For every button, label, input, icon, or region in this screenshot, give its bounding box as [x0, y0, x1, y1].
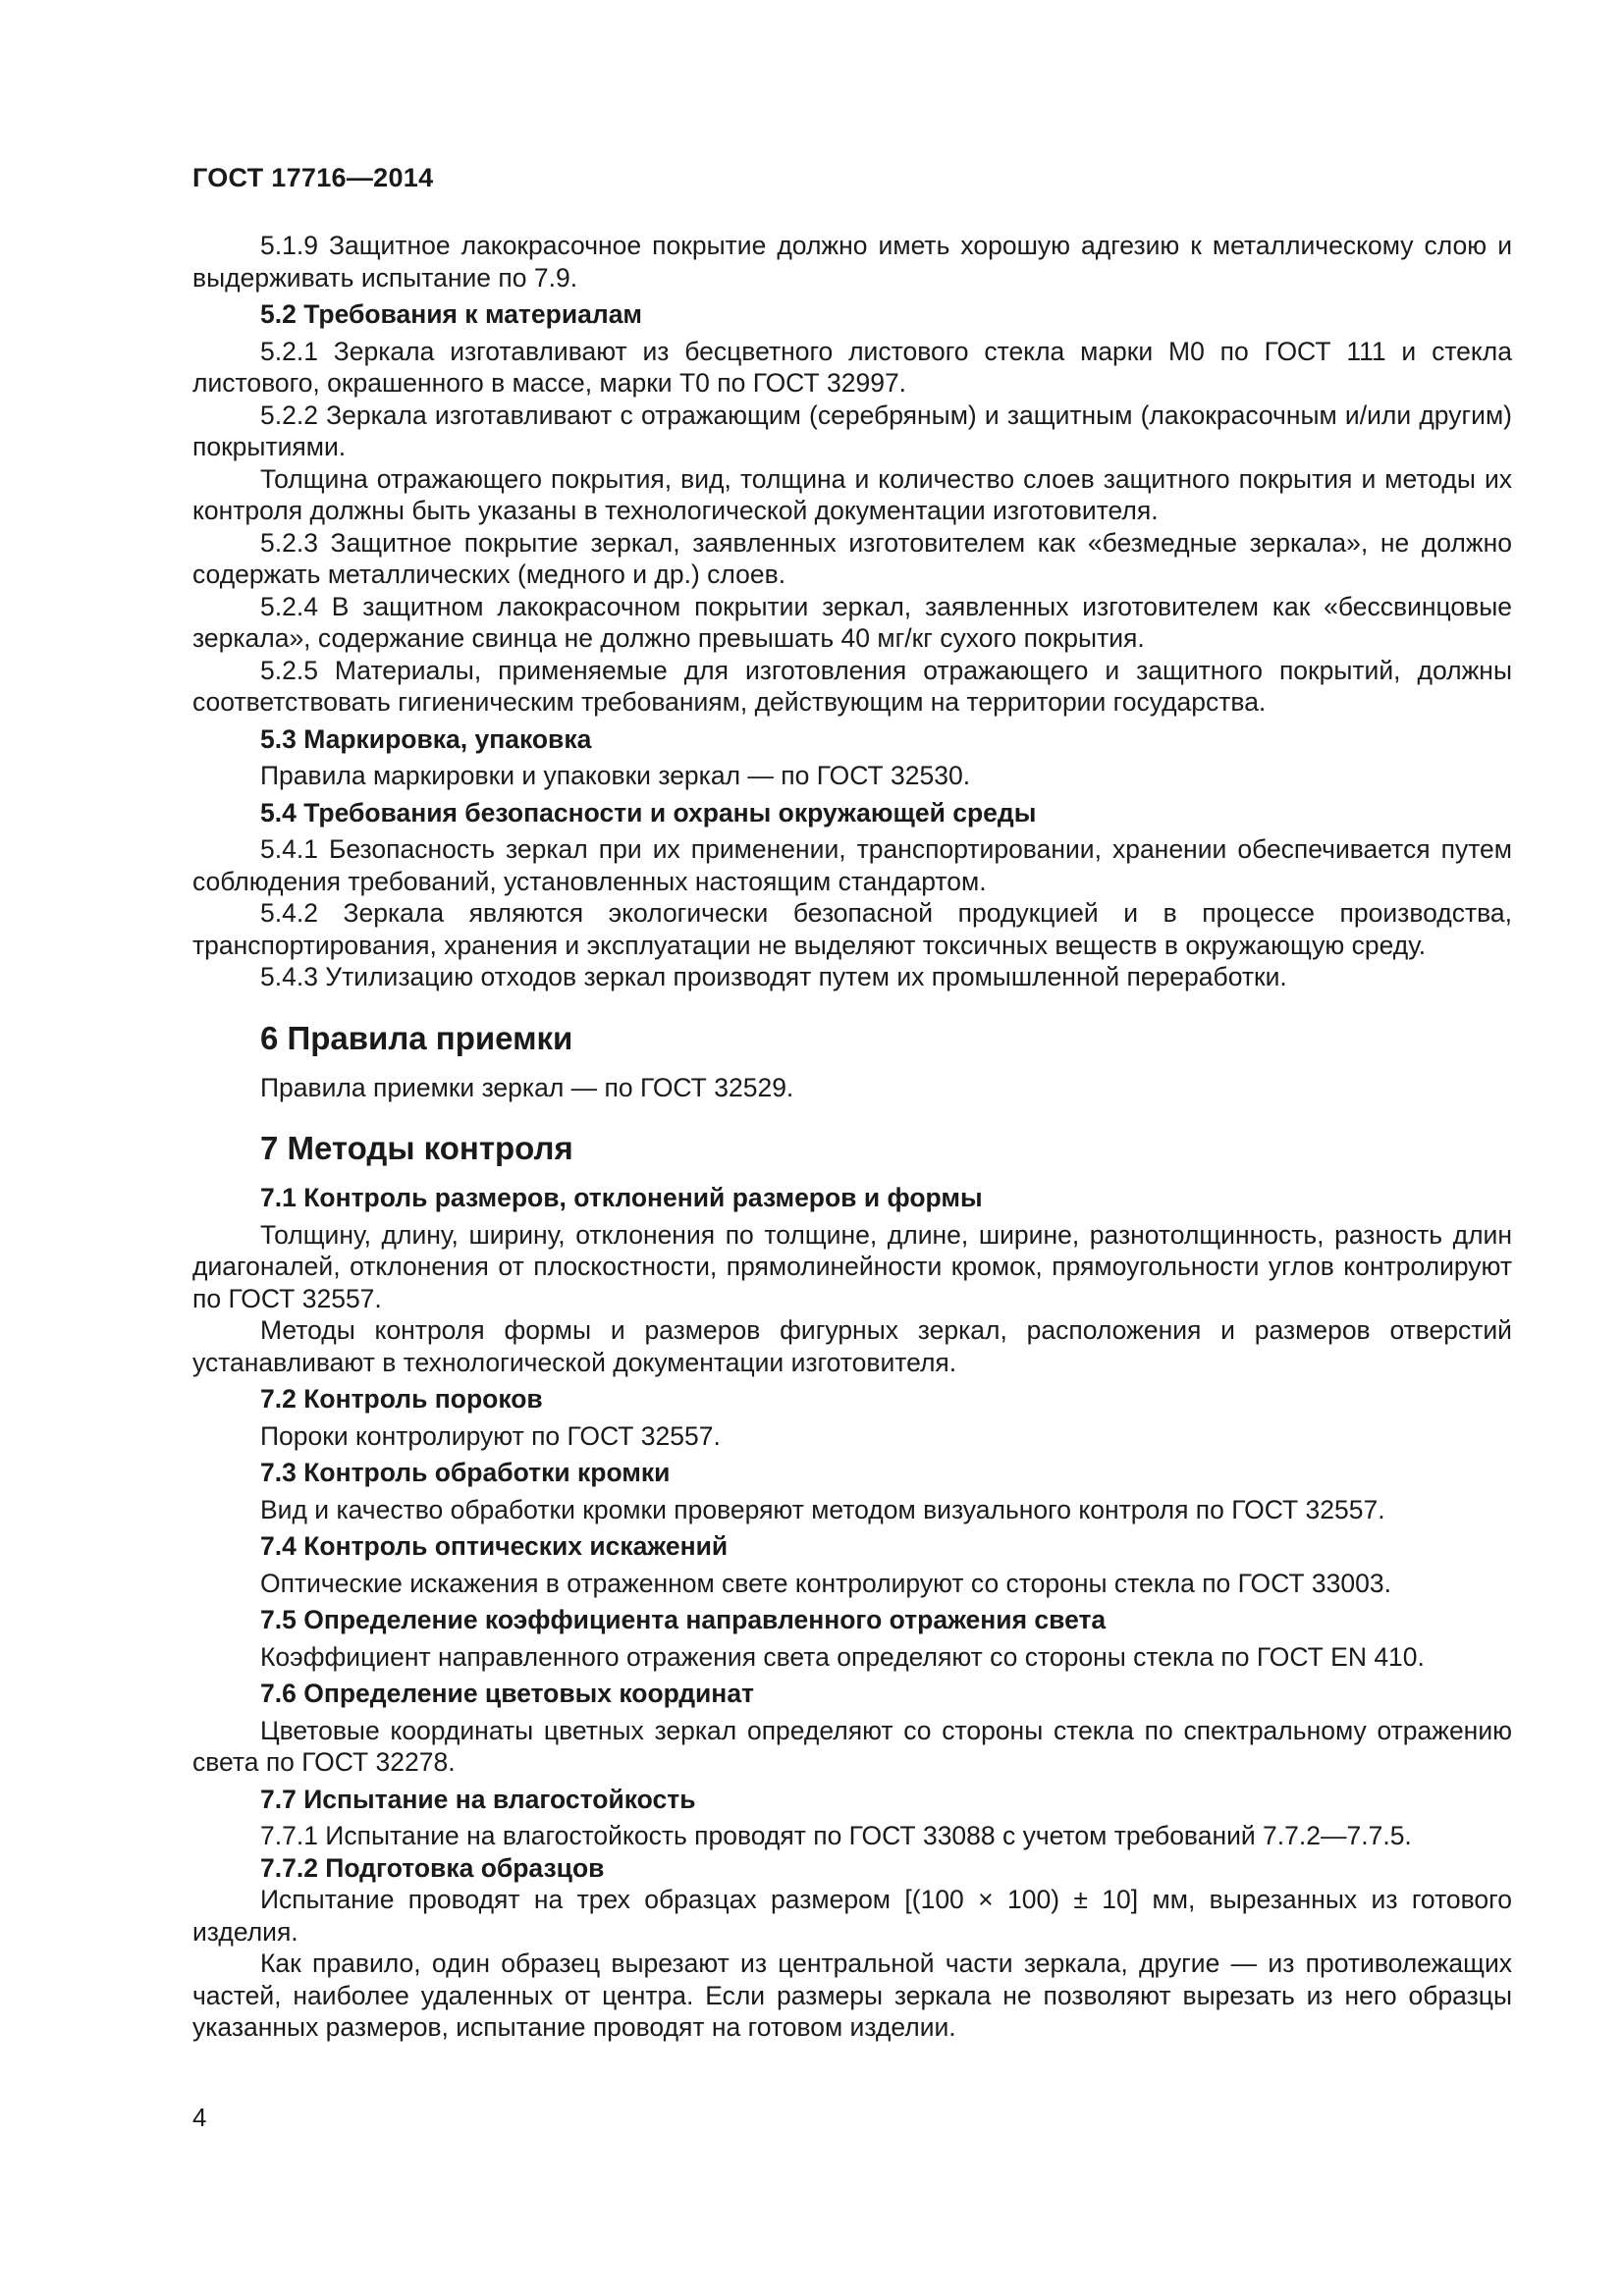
page-number: 4 [192, 2103, 207, 2132]
subsection-heading: 5.4 Требования безопасности и охраны окружающей среды [260, 797, 1037, 828]
document-body [192, 230, 1512, 2044]
paragraph: Пороки контролируют по ГОСТ 32557. [260, 1420, 721, 1451]
paragraph: 5.1.9 Защитное лакокрасочное покрытие должно иметь хорошую адгезию к металлическому слою и выдерживать испытание по 7.9. [192, 231, 1512, 293]
subsection-heading: 7.6 Определение цветовых координат [260, 1679, 755, 1708]
paragraph: 7.7.1 Испытание на влагостойкость проводят по ГОСТ 33088 с учетом требований 7.7.2—7.7.5. [260, 1821, 1412, 1850]
subsection-heading: 7.2 Контроль пороков [260, 1384, 543, 1414]
paragraph: 5.4.3 Утилизацию отходов зеркал производят путем их промышленной переработки. [260, 962, 1287, 991]
section-heading: 6 Правила приемки [260, 1019, 573, 1056]
paragraph: Оптические искажения в отраженном свете контролируют со стороны стекла по ГОСТ 33003. [260, 1568, 1391, 1598]
subsection-heading: 7.3 Контроль обработки кромки [260, 1458, 671, 1487]
paragraph: Как правило, один образец вырезают из центральной части зеркала, другие — из противолежащих частей, наиболее удаленных от центра. Если размеры зеркала не позволяют вырезать из него образцы указанных размеров, испытание проводят на готовом изделии. [192, 1949, 1512, 2042]
subsection-heading: 7.7 Испытание на влагостойкость [260, 1784, 696, 1814]
paragraph: Цветовые координаты цветных зеркал определяют со стороны стекла по спектральному отражению света по ГОСТ 32278. [192, 1715, 1512, 1777]
subsection-heading: 7.5 Определение коэффициента направленного отражения света [260, 1605, 1107, 1634]
paragraph: 5.2.4 В защитном лакокрасочном покрытии зеркал, заявленных изготовителем как «бессвинцовые зеркала», содержание свинца не должно превышать 40 мг/кг сухого покрытия. [192, 591, 1512, 653]
paragraph: Толщину, длину, ширину, отклонения по толщине, длине, ширине, разнотолщинность, разность длин диагоналей, отклонения от плоскостности, прямолинейности кромок, прямоугольности углов контролируют по ГОСТ 32557. [192, 1219, 1512, 1313]
paragraph: 5.2.2 Зеркала изготавливают с отражающим (серебряным) и защитным (лакокрасочным и/или другим) покрытиями. [192, 400, 1512, 461]
paragraph: Коэффициент направленного отражения света определяют со стороны стекла по ГОСТ EN 410. [260, 1641, 1425, 1672]
paragraph: Методы контроля формы и размеров фигурных зеркал, расположения и размеров отверстий устанавливают в технологической документации изготовителя. [192, 1315, 1512, 1377]
paragraph: 5.2.3 Защитное покрытие зеркал, заявленных изготовителем как «безмедные зеркала», не должно содержать металлических (медного и др.) слоев. [192, 527, 1512, 589]
subsection-heading: 5.3 Маркировка, упаковка [260, 723, 592, 754]
paragraph: 5.4.1 Безопасность зеркал при их применении, транспортировании, хранении обеспечивается путем соблюдения требований, установленных настоящим стандартом. [192, 834, 1512, 896]
paragraph: Толщина отражающего покрытия, вид, толщина и количество слоев защитного покрытия и методы их контроля должны быть указаны в технологической документации изготовителя. [192, 463, 1512, 525]
document-id-header: ГОСТ 17716—2014 [192, 163, 434, 192]
section-heading: 7 Методы контроля [260, 1130, 573, 1166]
subsection-heading: 7.1 Контроль размеров, отклонений размеров и формы [260, 1183, 983, 1212]
paragraph: Правила приемки зеркал — по ГОСТ 32529. [260, 1072, 794, 1102]
subsection-heading: 7.4 Контроль оптических искажений [260, 1531, 729, 1561]
paragraph: 5.2.5 Материалы, применяемые для изготовления отражающего и защитного покрытий, должны соответствовать гигиеническим требованиям, действующим на территории государства. [192, 655, 1512, 717]
paragraph: 5.2.1 Зеркала изготавливают из бесцветного листового стекла марки М0 по ГОСТ 111 и стекла листового, окрашенного в массе, марки Т0 по ГОСТ 32997. [192, 336, 1512, 398]
paragraph: 5.4.2 Зеркала являются экологически безопасной продукцией и в процессе производства, транспортирования, хранения и эксплуатации не выделяют токсичных веществ в окружающую среду. [192, 898, 1512, 960]
paragraph: Вид и качество обработки кромки проверяют методом визуального контроля по ГОСТ 32557. [260, 1494, 1385, 1524]
paragraph: Правила маркировки и упаковки зеркал — по ГОСТ 32530. [260, 761, 971, 790]
subsection-heading: 7.7.2 Подготовка образцов [260, 1852, 605, 1883]
subsection-heading: 5.2 Требования к материалам [260, 299, 643, 329]
paragraph: Испытание проводят на трех образцах размером [(100 × 100) ± 10] мм, вырезанных из готового изделия. [192, 1885, 1512, 1947]
